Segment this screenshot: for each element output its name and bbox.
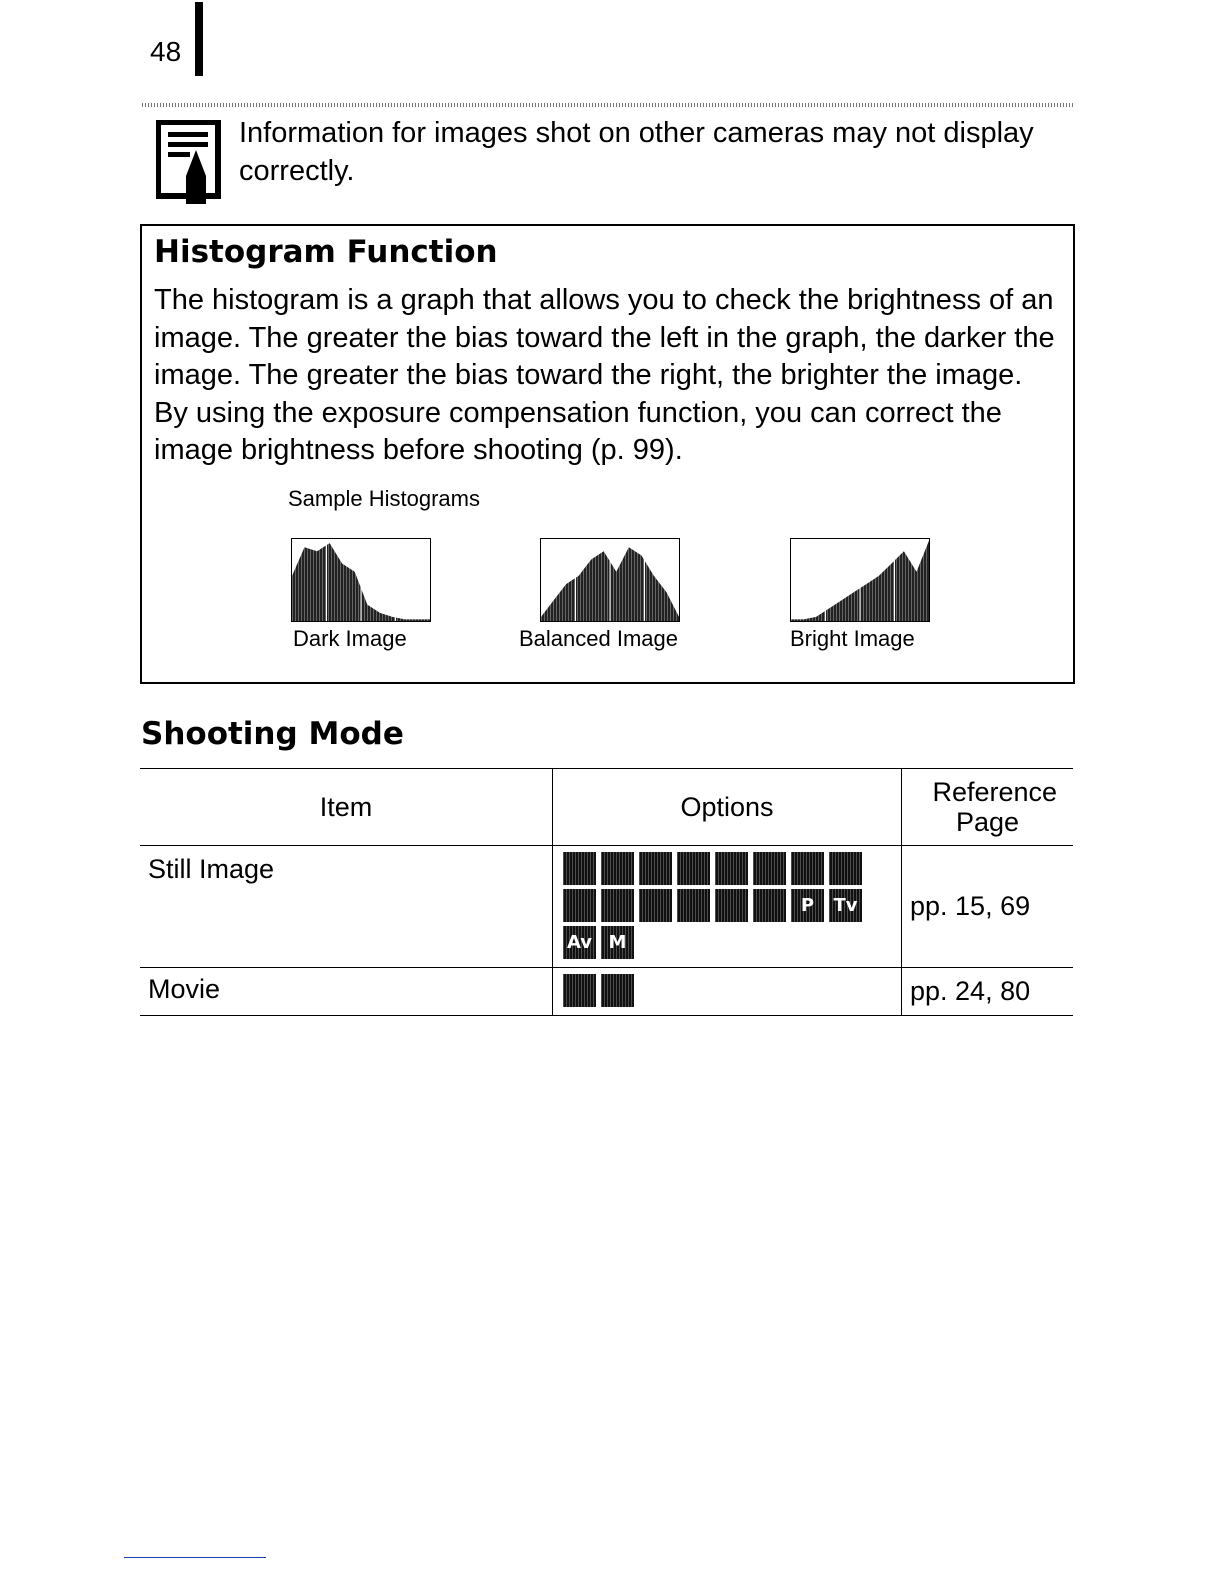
bright-image-caption: Bright Image: [790, 626, 915, 651]
header-item: Item: [140, 769, 553, 846]
balanced-image-caption: Balanced Image: [519, 626, 678, 651]
histogram-function-box: [140, 224, 1075, 684]
row-item: Still Image: [140, 846, 553, 968]
row-reference: pp. 15, 69: [902, 846, 1074, 968]
shooting-mode-table: [140, 768, 1073, 1016]
av-icon: Av: [563, 926, 596, 959]
movie-options: [553, 968, 902, 1016]
histogram-body: The histogram is a graph that allows you to check the brightness of an image. The greater the bias toward the left in the graph, the darker the image. The greater the bias toward the right, the brighter the image. By using the exposure compensation function, you can correct the image brightness before shooting (p. 99).: [154, 284, 1055, 466]
histogram-graph: [292, 539, 430, 621]
portrait-icon: [639, 852, 672, 885]
memo-pencil-icon: [156, 120, 222, 206]
row-reference: pp. 24, 80: [902, 968, 1074, 1016]
balanced-image-histogram: [540, 538, 680, 622]
histogram-graph: [541, 539, 679, 621]
landscape-icon: [677, 852, 710, 885]
table-row: [140, 846, 1073, 968]
tv-icon: Tv: [829, 889, 862, 922]
beach-icon: [677, 889, 710, 922]
program-icon: P: [791, 889, 824, 922]
page-edge-bar: [195, 2, 203, 76]
footer-rule: [124, 1557, 266, 1558]
shooting-mode-title: Shooting Mode: [141, 716, 404, 752]
foliage-icon: [601, 889, 634, 922]
auto-icon: [563, 852, 596, 885]
row-item: Movie: [140, 968, 553, 1016]
fireworks-icon: [715, 889, 748, 922]
note-text: Information for images shot on other cameras may not display correctly.: [239, 117, 1034, 187]
histogram-title: Histogram Function: [154, 234, 498, 270]
indoor-icon: [791, 852, 824, 885]
table-row: [140, 968, 1073, 1016]
sunset-icon: [563, 889, 596, 922]
dark-image-histogram: [291, 538, 431, 622]
kids-pets-icon: [753, 852, 786, 885]
still-image-options: [553, 846, 902, 968]
page-number: 48: [150, 36, 182, 67]
histogram-graph: [791, 539, 929, 621]
dark-image-caption: Dark Image: [293, 626, 407, 651]
header-reference: [902, 769, 1074, 846]
dotted-separator: [142, 103, 1074, 107]
bright-image-histogram: [790, 538, 930, 622]
manual-icon: M: [601, 926, 634, 959]
header-reference-label: Reference Page: [932, 777, 1058, 837]
night-scene-icon: [715, 852, 748, 885]
underwater-icon: [753, 889, 786, 922]
movie-email-icon: [601, 974, 634, 1007]
movie-standard-icon: [563, 974, 596, 1007]
digital-macro-icon: [601, 852, 634, 885]
night-snapshot-icon: [829, 852, 862, 885]
snow-icon: [639, 889, 672, 922]
header-options: Options: [553, 769, 902, 846]
sample-histograms-label: Sample Histograms: [288, 486, 480, 511]
